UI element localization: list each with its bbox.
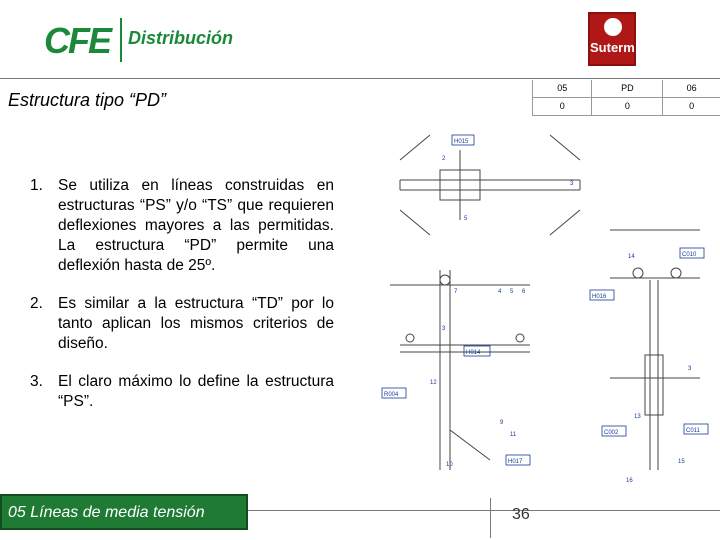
- diagram-label: 3: [688, 366, 692, 372]
- diagram-label: R004: [384, 392, 399, 398]
- diagram-label: 16: [626, 478, 633, 484]
- suterm-emblem-icon: [604, 18, 622, 36]
- diagram-label: H016: [592, 294, 607, 300]
- cfe-logo-subtitle: Distribución: [128, 28, 234, 48]
- diagram-label: 5: [510, 289, 514, 295]
- footer-divider: [248, 510, 720, 511]
- cfe-distribucion-logo: [44, 16, 244, 66]
- footer-vertical-divider: [490, 498, 491, 538]
- list-item-text: El claro máximo lo define la estructura “PS”.: [58, 373, 334, 410]
- suterm-logo-text: Suterm: [590, 40, 635, 55]
- list-item-number: 2.: [30, 295, 43, 312]
- code-cell: 0: [533, 97, 592, 115]
- page-number: 36: [512, 506, 530, 523]
- diagram-label: 4: [498, 289, 502, 295]
- section-footer-box: [0, 494, 248, 530]
- diagram-label: H017: [508, 459, 523, 465]
- diagram-label: C010: [682, 252, 697, 258]
- diagram-label: H015: [454, 139, 469, 145]
- list-item-text: Se utiliza en líneas construidas en estructuras “PS” y/o “TS” que requieren deflexiones mayores a las permitidas. La estructura “PD” permite una deflexión hasta de 25º.: [58, 177, 334, 274]
- diagram-label: 13: [634, 414, 641, 420]
- code-cell: 0: [663, 97, 720, 115]
- section-title: 05 Líneas de media tensión: [8, 504, 205, 521]
- code-cell: 05: [533, 80, 592, 97]
- diagram-label: H014: [466, 350, 481, 356]
- suterm-logo: [588, 12, 636, 66]
- list-item-text: Es similar a la estructura “TD” por lo tanto aplican los mismos criterios de diseño.: [58, 295, 334, 352]
- diagram-label: 11: [510, 432, 517, 438]
- list-item: [30, 294, 334, 354]
- cfe-logo-letters: CFE: [44, 20, 110, 61]
- criteria-list: [30, 176, 334, 430]
- code-table-row: [533, 80, 720, 97]
- list-item-number: 3.: [30, 373, 43, 390]
- diagram-label: 5: [464, 216, 468, 222]
- header-divider: [0, 78, 720, 79]
- diagram-label: 10: [446, 462, 453, 468]
- diagram-label: 14: [628, 254, 635, 260]
- diagram-label: 6: [522, 289, 526, 295]
- diagram-label: 7: [454, 289, 458, 295]
- diagram-label: 9: [500, 420, 504, 426]
- logo-divider: [120, 18, 122, 62]
- diagram-label: 2: [442, 156, 446, 162]
- code-cell: PD: [592, 80, 663, 97]
- list-item-number: 1.: [30, 177, 43, 194]
- diagram-label: C002: [604, 430, 619, 436]
- pd-structure-diagram: [380, 130, 720, 490]
- diagram-label: C011: [686, 428, 700, 434]
- diagram-label: 15: [678, 459, 685, 465]
- diagram-label: 12: [430, 380, 437, 386]
- list-item: [30, 372, 334, 412]
- code-cell: 06: [663, 80, 720, 97]
- diagram-label: 3: [570, 181, 574, 187]
- diagram-label: 3: [442, 326, 446, 332]
- code-cell: 0: [592, 97, 663, 115]
- code-table: [532, 80, 720, 116]
- page-title: Estructura tipo “PD”: [8, 90, 167, 110]
- list-item: [30, 176, 334, 276]
- diagram-labels: [384, 139, 701, 484]
- code-table-row: [533, 97, 720, 115]
